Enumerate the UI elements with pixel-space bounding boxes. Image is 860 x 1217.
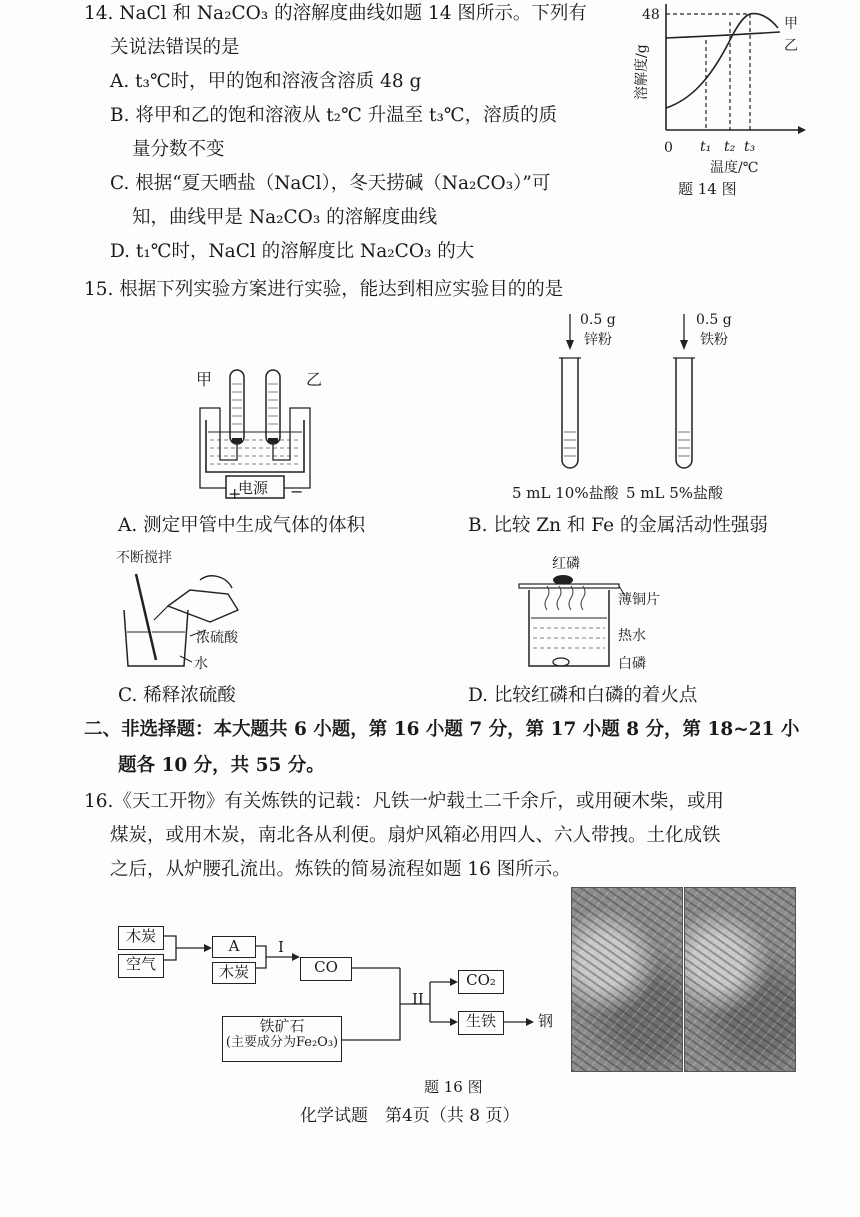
iron-mass: 0.5 g	[696, 312, 732, 328]
co2-box: CO₂	[458, 970, 504, 994]
curve-a	[666, 14, 778, 108]
q14-option-b-line2: 量分数不变	[132, 139, 225, 160]
x-tick-t3: t₃	[744, 139, 756, 155]
q15-stem: 15. 根据下列实验方案进行实验，能达到相应实验目的的是	[84, 279, 564, 300]
q15-option-c: C. 稀释浓硫酸	[118, 685, 236, 706]
test-tubes	[550, 310, 700, 480]
q16-line1: 16.《天工开物》有关炼铁的记载：凡铁一炉载土二千余斤，或用硬木柴，或用	[84, 791, 724, 812]
q14-caption: 题 14 图	[678, 180, 737, 198]
dilution-apparatus	[110, 570, 260, 680]
power-label: 电源	[238, 479, 269, 497]
q14-option-a: A. t₃℃时，甲的饱和溶液含溶质 48 g	[110, 71, 422, 92]
ignition-apparatus	[515, 570, 625, 675]
hot-water-label: 热水	[618, 628, 646, 644]
co-box: CO	[300, 957, 352, 981]
iron-reagent: 铁粉	[700, 332, 728, 348]
section2-line2: 题各 10 分，共 55 分。	[118, 755, 325, 776]
q14-option-c-line1: C. 根据“夏天晒盐（NaCl），冬天捞碱（Na₂CO₃）”可	[110, 173, 551, 194]
substance-a-box: A	[212, 936, 256, 958]
tube-a-label: 甲	[196, 370, 213, 389]
charcoal-box-2: 木炭	[212, 962, 256, 984]
water-label: 水	[194, 656, 208, 672]
woodblock-illustration-right	[684, 887, 796, 1072]
tube-b-label: 乙	[306, 370, 323, 389]
origin-label: 0	[664, 140, 673, 156]
q16-caption: 题 16 图	[424, 1078, 483, 1096]
q15-option-a: A. 测定甲管中生成气体的体积	[118, 515, 366, 536]
pig-iron-box: 生铁	[458, 1011, 504, 1035]
zinc-acid: 5 mL 10%盐酸	[512, 484, 619, 502]
red-phosphorus-label: 红磷	[552, 556, 580, 572]
copper-sheet-label: 薄铜片	[618, 592, 660, 608]
conc-acid-label: 浓硫酸	[196, 630, 238, 646]
x-axis-label: 温度/℃	[710, 160, 759, 175]
page-footer: 化学试题 第4页（共 8 页）	[300, 1106, 520, 1126]
q15-option-d: D. 比较红磷和白磷的着火点	[468, 685, 698, 706]
q15-option-b: B. 比较 Zn 和 Fe 的金属活动性强弱	[468, 515, 768, 536]
power-plus: +	[228, 484, 242, 503]
stir-label: 不断搅拌	[116, 550, 172, 566]
iron-acid: 5 mL 5%盐酸	[626, 484, 724, 502]
y-axis-label: 溶解度/g	[634, 44, 650, 100]
curve-b	[666, 32, 780, 38]
y-tick-48: 48	[642, 7, 660, 23]
step-1-label: I	[278, 938, 284, 956]
zinc-reagent: 锌粉	[584, 332, 612, 348]
charcoal-box-1: 木炭	[118, 926, 164, 950]
q14-option-d: D. t₁℃时，NaCl 的溶解度比 Na₂CO₃ 的大	[110, 241, 475, 262]
section2-line1: 二、非选择题：本大题共 6 小题，第 16 小题 7 分，第 17 小题 8 分，第 18~21 小	[84, 719, 800, 740]
step-2-label: II	[412, 990, 424, 1008]
q16-line2: 煤炭，或用木炭，南北各从利便。扇炉风箱必用四人、六人带拽。土化成铁	[110, 825, 721, 846]
zinc-mass: 0.5 g	[580, 312, 616, 328]
white-phosphorus-label: 白磷	[618, 656, 646, 672]
curve-b-label: 乙	[784, 38, 798, 54]
iron-ore-box	[222, 1016, 342, 1062]
x-tick-t2: t₂	[724, 139, 736, 155]
q16-line3: 之后，从炉腰孔流出。炼铁的简易流程如题 16 图所示。	[110, 859, 571, 880]
x-tick-t1: t₁	[700, 139, 712, 155]
air-box: 空气	[118, 954, 164, 978]
iron-ore-composition: (主要成分为Fe₂O₃)	[225, 1035, 339, 1050]
q14-option-c-line2: 知，曲线甲是 Na₂CO₃ 的溶解度曲线	[132, 207, 438, 228]
q14-option-b-line1: B. 将甲和乙的饱和溶液从 t₂℃ 升温至 t₃℃，溶质的质	[110, 105, 558, 126]
curve-a-label: 甲	[784, 16, 798, 32]
iron-ore-name: 铁矿石	[259, 1017, 305, 1035]
woodblock-illustration-left	[571, 887, 683, 1072]
q14-stem-line2: 关说法错误的是	[110, 37, 240, 58]
solubility-graph	[620, 0, 820, 175]
power-minus: −	[290, 482, 304, 501]
steel-label: 钢	[538, 1012, 554, 1030]
q14-stem-line1: 14. NaCl 和 Na₂CO₃ 的溶解度曲线如题 14 图所示。下列有	[84, 3, 587, 24]
